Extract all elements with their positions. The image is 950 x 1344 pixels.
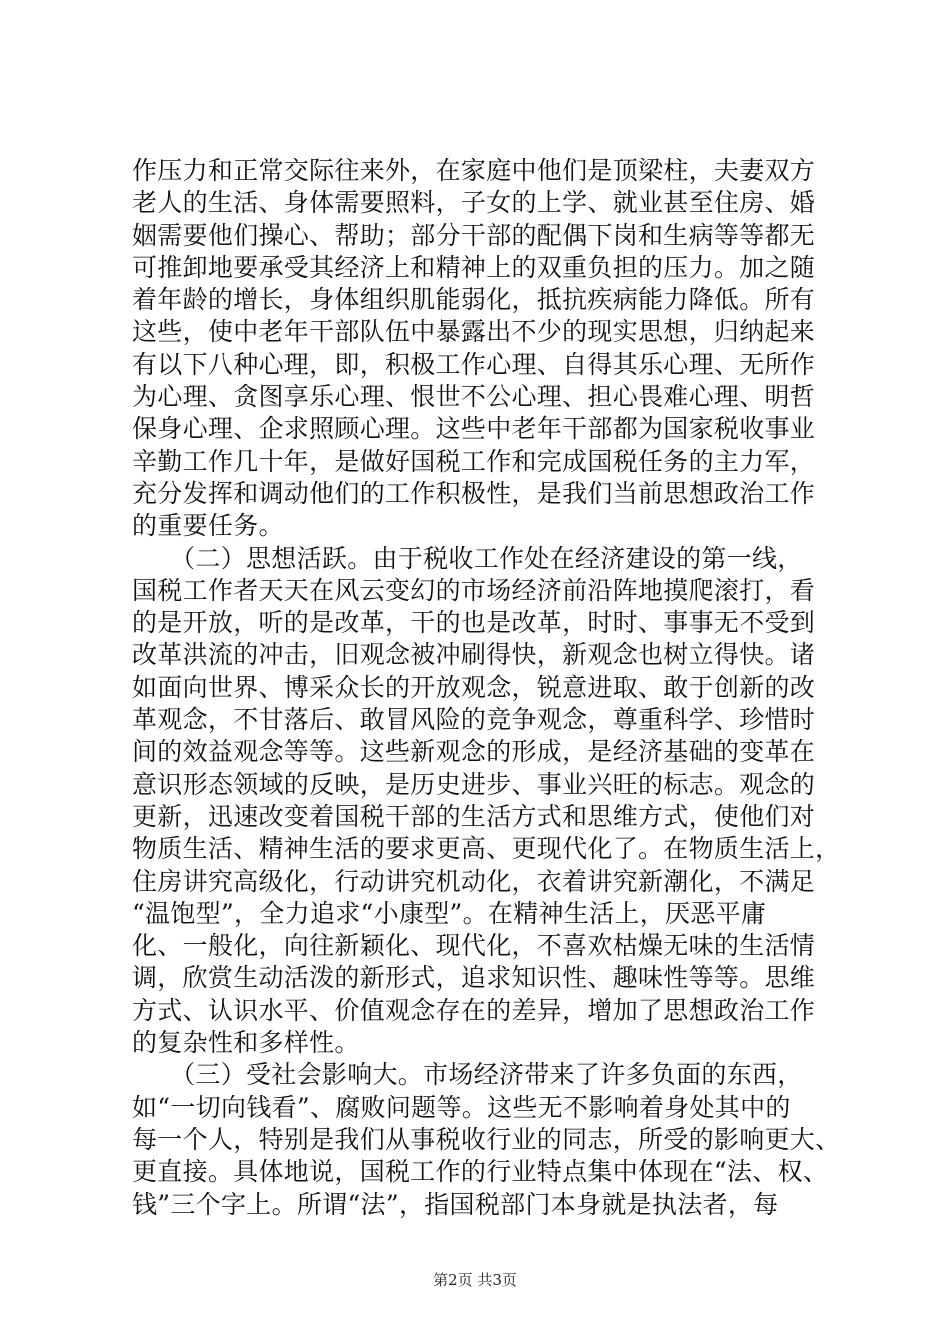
text-line: 调，欣赏生动活泼的新形式，追求知识性、趣味性等等。思维 — [132, 963, 816, 993]
text-line: 间的效益观念等等。这些新观念的形成，是经济基础的变革在 — [132, 737, 816, 767]
text-line: 意识形态领域的反映，是历史进步、事业兴旺的标志。观念的 — [132, 769, 816, 799]
text-line: 有以下八种心理，即，积极工作心理、自得其乐心理、无所作 — [132, 349, 816, 379]
text-line: 更新，迅速改变着国税干部的生活方式和思维方式，使他们对 — [132, 801, 816, 831]
text-line: 可推卸地要承受其经济上和精神上的双重负担的压力。加之随 — [132, 252, 816, 282]
text-line: 如面向世界、博采众长的开放观念，锐意进取、敢于创新的改 — [132, 672, 816, 702]
text-line: “温饱型”，全力追求“小康型”。在精神生活上，厌恶平庸 — [132, 898, 767, 928]
text-line: 更直接。具体地说，国税工作的行业特点集中体现在“法、权、 — [132, 1157, 829, 1187]
text-line: 如“一切向钱看”、腐败问题等。这些无不影响着身处其中的 — [132, 1092, 791, 1122]
text-line: 充分发挥和调动他们的工作积极性，是我们当前思想政治工作 — [132, 478, 816, 508]
text-line: 钱”三个字上。所谓“法”，指国税部门本身就是执法者，每 — [132, 1189, 779, 1219]
text-line: 住房讲究高级化，行动讲究机动化，衣着讲究新潮化，不满足 — [132, 866, 816, 896]
text-line: 物质生活、精神生活的要求更高、更现代化了。在物质生活上， — [132, 834, 841, 864]
text-line: 的复杂性和多样性。 — [132, 1028, 360, 1058]
text-line: 改革洪流的冲击，旧观念被冲刷得快，新观念也树立得快。诸 — [132, 640, 816, 670]
text-line: （三）受社会影响大。市场经济带来了许多负面的东西， — [132, 1060, 803, 1090]
text-line: 革观念，不甘落后、敢冒风险的竞争观念，尊重科学、珍惜时 — [132, 705, 816, 735]
text-line: （二）思想活跃。由于税收工作处在经济建设的第一线， — [132, 543, 803, 573]
text-line: 为心理、贪图享乐心理、恨世不公心理、担心畏难心理、明哲 — [132, 382, 816, 412]
text-line: 化、一般化，向往新颖化、现代化，不喜欢枯燥无味的生活情 — [132, 931, 816, 961]
text-line: 这些，使中老年干部队伍中暴露出不少的现实思想，归纳起来 — [132, 317, 816, 347]
text-line: 方式、认识水平、价值观念存在的差异，增加了思想政治工作 — [132, 995, 816, 1025]
text-line: 保身心理、企求照顾心理。这些中老年干部都为国家税收事业 — [132, 414, 816, 444]
text-line: 姻需要他们操心、帮助；部分干部的配偶下岗和生病等等都无 — [132, 220, 816, 250]
body-text — [132, 155, 841, 1221]
page-footer: 第2页 共3页 — [433, 1271, 517, 1289]
text-line: 作压力和正常交际往来外，在家庭中他们是顶梁柱，夫妻双方 — [132, 156, 816, 185]
text-line: 老人的生活、身体需要照料，子女的上学、就业甚至住房、婚 — [132, 188, 816, 218]
text-line: 着年龄的增长，身体组织肌能弱化，抵抗疾病能力降低。所有 — [132, 285, 816, 315]
text-line: 每一个人，特别是我们从事税收行业的同志，所受的影响更大、 — [132, 1124, 841, 1154]
text-line: 辛勤工作几十年，是做好国税工作和完成国税任务的主力军， — [132, 446, 816, 476]
text-line: 的重要任务。 — [132, 511, 284, 541]
text-line: 国税工作者天天在风云变幻的市场经济前沿阵地摸爬滚打，看 — [132, 575, 816, 605]
text-line: 的是开放，听的是改革，干的也是改革，时时、事事无不受到 — [132, 608, 816, 638]
